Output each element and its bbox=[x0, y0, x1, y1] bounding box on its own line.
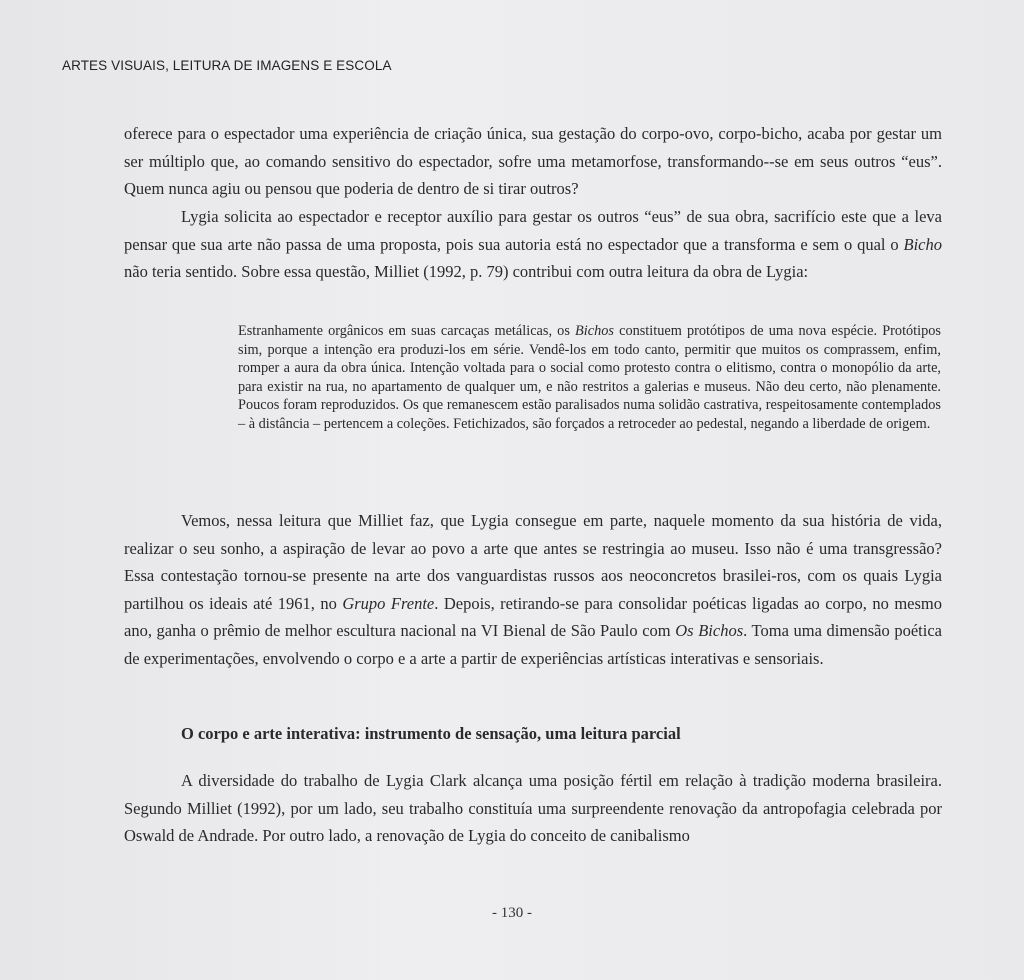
paragraph-3-text-a: Vemos, nessa leitura que Milliet faz, que Lygia consegue em parte, naquele momento da sua história de vida, realizar o seu sonho, a aspiração de levar ao povo a arte que antes se restringia ao museu. Isso não é uma transgressão? Essa contestação tornou-se presente na arte dos vanguardistas russos aos neoconcretos brasilei-ros, com os quais Lygia partilhou os ideais até 1961, no bbox=[124, 511, 942, 613]
paragraph-2-italic-bicho: Bicho bbox=[903, 234, 942, 254]
paragraph-3-text-c: . Toma uma dimensão poética de experimentações, envolvendo o corpo e a arte a partir de experiências artísticas interativas e sensoriais. bbox=[124, 621, 942, 668]
quote-text-a: Estranhamente orgânicos em suas carcaças metálicas, os bbox=[238, 323, 576, 339]
paragraph-3-italic-os-bichos: Os Bichos bbox=[675, 621, 744, 640]
quote-text-b: constituem protótipos de uma nova espécie. Protótipos sim, porque a intenção era produzi-los em série. Vendê-los em todo canto, permitir que muitos os comprassem, enfim, romper a aura da obra única. Intenção voltada para o social como protesto contra o elitismo, contra o monopólio da arte, para existir na rua, no apartamento de qualquer um, e não restritos a galerias e museus. Não deu certo, não plenamente. Poucos foram reproduzidos. Os que remanescem estão paralisados numa solidão castrativa, respeitosamente contemplados – à distância – pertencem a coleções. Fetichizados, são forçados a retroceder ao pedestal, negando a liberdade de origem. bbox=[238, 323, 941, 432]
paragraph-1: oferece para o espectador uma experiência de criação única, sua gestação do corpo-ovo, corpo-bicho, acaba por gestar um ser múltiplo que, ao comando sensitivo do espectador, sofre uma metamorfose, transformando--se em seus outros “eus”. Quem nunca agiu ou pensou que poderia de dentro de si tirar outros? bbox=[124, 124, 942, 198]
quote-italic-bichos: Bichos bbox=[575, 323, 614, 339]
page-number: - 130 - bbox=[492, 905, 532, 921]
running-header: ARTES VISUAIS, LEITURA DE IMAGENS E ESCOLA bbox=[62, 58, 392, 73]
paragraph-3 bbox=[124, 507, 942, 672]
paragraph-2-text-a: Lygia solicita ao espectador e receptor auxílio para gestar os outros “eus” de sua obra, sacrifício este que a leva pensar que sua arte não passa de uma proposta, pois sua autoria está no espectador que a transforma e sem o qual o bbox=[124, 207, 942, 254]
paragraph-4: A diversidade do trabalho de Lygia Clark alcança uma posição fértil em relação à tradição moderna brasileira. Segundo Milliet (1992), por um lado, seu trabalho constituía uma surpreendente renovação da antropofagia celebrada por Oswald de Andrade. Por outro lado, a renovação de Lygia do conceito de canibalismo bbox=[124, 771, 942, 845]
block-quote bbox=[238, 322, 941, 434]
paragraph-3-italic-grupo-frente: Grupo Frente bbox=[342, 593, 435, 613]
paragraph-2 bbox=[124, 203, 942, 286]
section-heading: O corpo e arte interativa: instrumento de sensação, uma leitura parcial bbox=[181, 724, 681, 743]
paragraph-3-text-b: . Depois, retirando-se para consolidar poéticas ligadas ao corpo, no mesmo ano, ganha o prêmio de melhor escultura nacional na VI Bienal de São Paulo com bbox=[124, 593, 942, 640]
paragraph-2-text-b: não teria sentido. Sobre essa questão, Milliet (1992, p. 79) contribui com outra leitura da obra de Lygia: bbox=[124, 262, 809, 281]
